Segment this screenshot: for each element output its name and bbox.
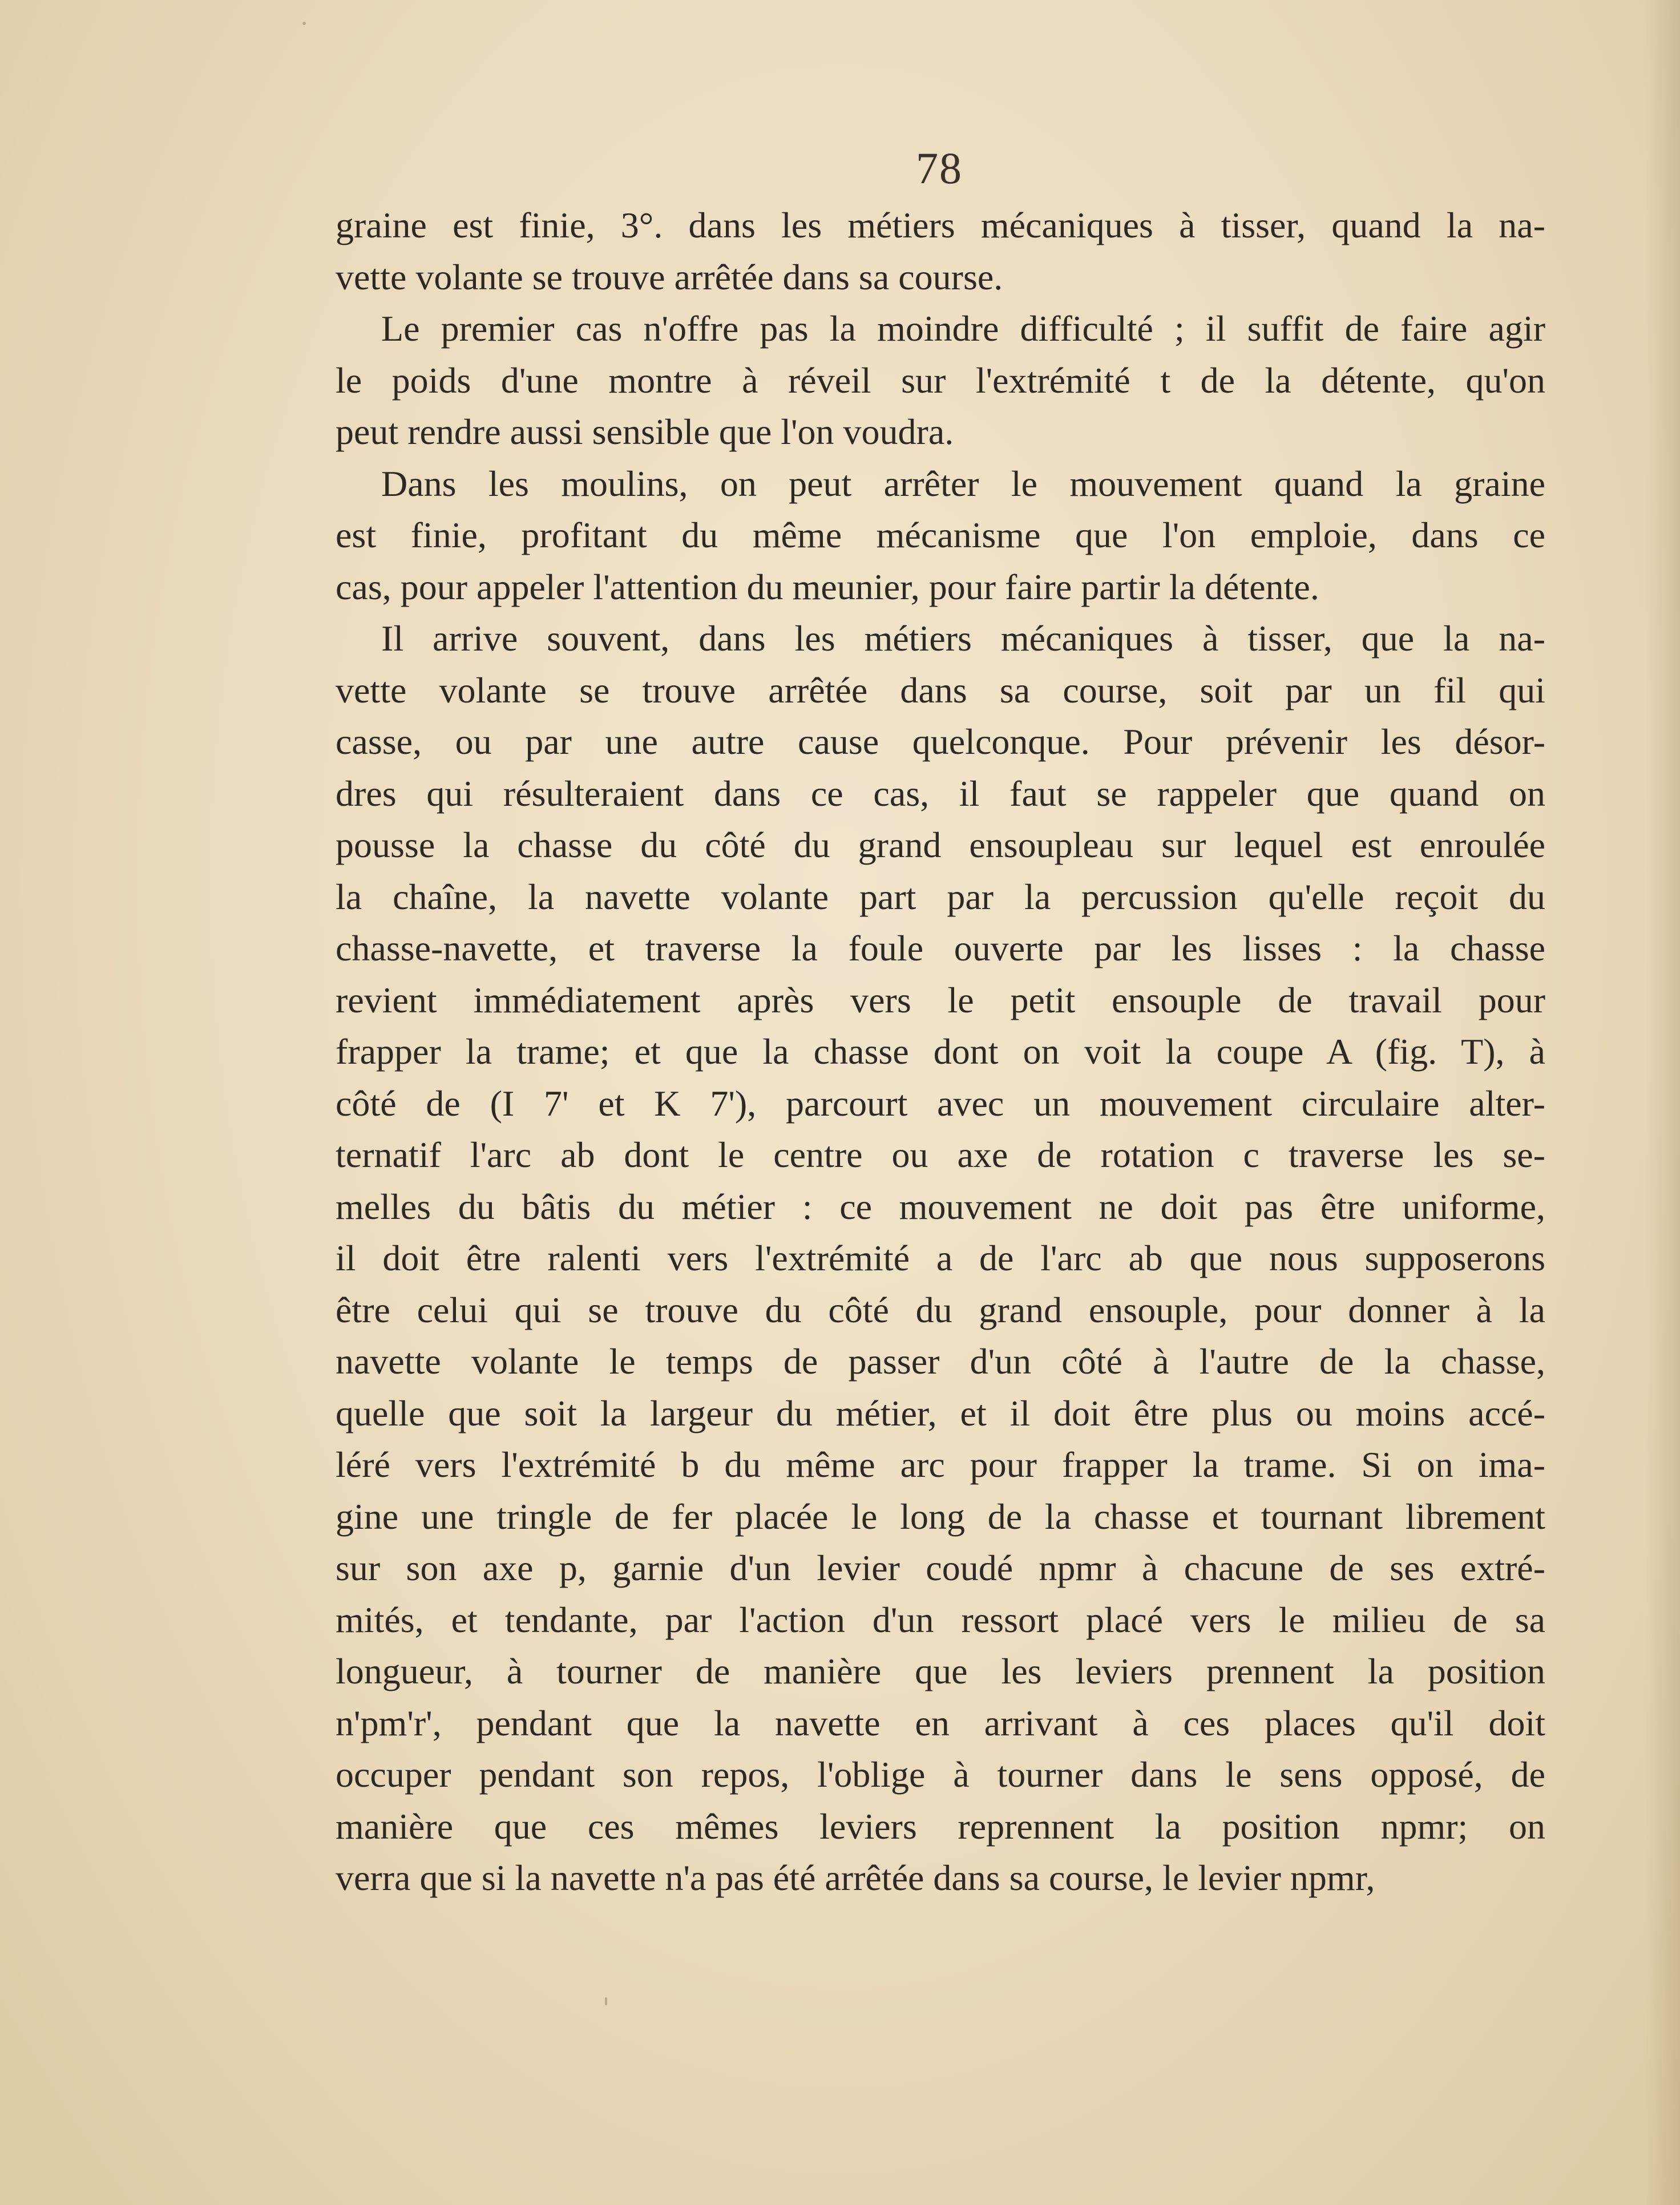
body-text bbox=[336, 200, 1545, 1904]
paragraph bbox=[336, 303, 1545, 458]
text-line: mités, et tendante, par l'action d'un ressort placé vers le milieu de sa bbox=[336, 1599, 1545, 1640]
text-line: le poids d'une montre à réveil sur l'extrémité t de la détente, qu'on bbox=[336, 360, 1545, 401]
text-line: côté de (I 7' et K 7'), parcourt avec un mouvement circulaire alter- bbox=[336, 1083, 1545, 1124]
text-line: vette volante se trouve arrêtée dans sa course. bbox=[336, 256, 1003, 297]
text-line: dres qui résulteraient dans ce cas, il faut se rappeler que quand on bbox=[336, 773, 1545, 814]
paragraph bbox=[336, 458, 1545, 613]
paper-speck bbox=[605, 1997, 607, 2005]
text-line: vette volante se trouve arrêtée dans sa course, soit par un fil qui bbox=[336, 669, 1545, 710]
paragraph bbox=[336, 613, 1545, 1904]
text-line: il doit être ralenti vers l'extrémité a de l'arc ab que nous supposerons bbox=[336, 1238, 1545, 1278]
text-line: graine est finie, 3°. dans les métiers mécaniques à tisser, quand la na- bbox=[336, 205, 1545, 245]
text-line: n'pm'r', pendant que la navette en arrivant à ces places qu'il doit bbox=[336, 1702, 1545, 1743]
text-line: occuper pendant son repos, l'oblige à tourner dans le sens opposé, de bbox=[336, 1754, 1545, 1795]
text-line: manière que ces mêmes leviers reprennent la position npmr; on bbox=[336, 1806, 1545, 1847]
text-line: Il arrive souvent, dans les métiers mécaniques à tisser, que la na- bbox=[381, 618, 1545, 659]
text-line: ternatif l'arc ab dont le centre ou axe de rotation c traverse les se- bbox=[336, 1134, 1545, 1175]
text-line: léré vers l'extrémité b du même arc pour frapper la trame. Si on ima- bbox=[336, 1444, 1545, 1485]
text-line: peut rendre aussi sensible que l'on voudra. bbox=[336, 411, 954, 452]
text-line: pousse la chasse du côté du grand ensoupleau sur lequel est enroulée bbox=[336, 825, 1545, 865]
text-line: sur son axe p, garnie d'un levier coudé npmr à chacune de ses extré- bbox=[336, 1548, 1545, 1588]
text-line: navette volante le temps de passer d'un côté à l'autre de la chasse, bbox=[336, 1341, 1545, 1382]
page-edge-shadow bbox=[1646, 0, 1680, 2205]
text-line: cas, pour appeler l'attention du meunier, pour faire partir la détente. bbox=[336, 566, 1319, 607]
text-line: longueur, à tourner de manière que les leviers prennent la position bbox=[336, 1651, 1545, 1691]
paper-speck bbox=[302, 22, 306, 25]
text-line: Dans les moulins, on peut arrêter le mouvement quand la graine bbox=[381, 463, 1545, 504]
text-line: est finie, profitant du même mécanisme que l'on emploie, dans ce bbox=[336, 515, 1545, 555]
text-line: revient immédiatement après vers le petit ensouple de travail pour bbox=[336, 979, 1545, 1020]
text-line: la chaîne, la navette volante part par la percussion qu'elle reçoit du bbox=[336, 876, 1545, 917]
text-line: chasse-navette, et traverse la foule ouverte par les lisses : la chasse bbox=[336, 928, 1545, 968]
text-line: frapper la trame; et que la chasse dont on voit la coupe A (fig. T), à bbox=[336, 1031, 1545, 1072]
text-line: être celui qui se trouve du côté du grand ensouple, pour donner à la bbox=[336, 1289, 1545, 1330]
text-line: casse, ou par une autre cause quelconque. Pour prévenir les désor- bbox=[336, 721, 1545, 762]
text-line: Le premier cas n'offre pas la moindre difficulté ; il suffit de faire agir bbox=[381, 308, 1545, 349]
text-line: quelle que soit la largeur du métier, et il doit être plus ou moins accé- bbox=[336, 1392, 1545, 1433]
text-line: melles du bâtis du métier : ce mouvement ne doit pas être uniforme, bbox=[336, 1186, 1545, 1227]
text-line: verra que si la navette n'a pas été arrêtée dans sa course, le levier npmr, bbox=[336, 1857, 1375, 1898]
paragraph bbox=[336, 200, 1545, 303]
page-number: 78 bbox=[916, 143, 963, 193]
text-line: gine une tringle de fer placée le long de la chasse et tournant librement bbox=[336, 1496, 1545, 1537]
